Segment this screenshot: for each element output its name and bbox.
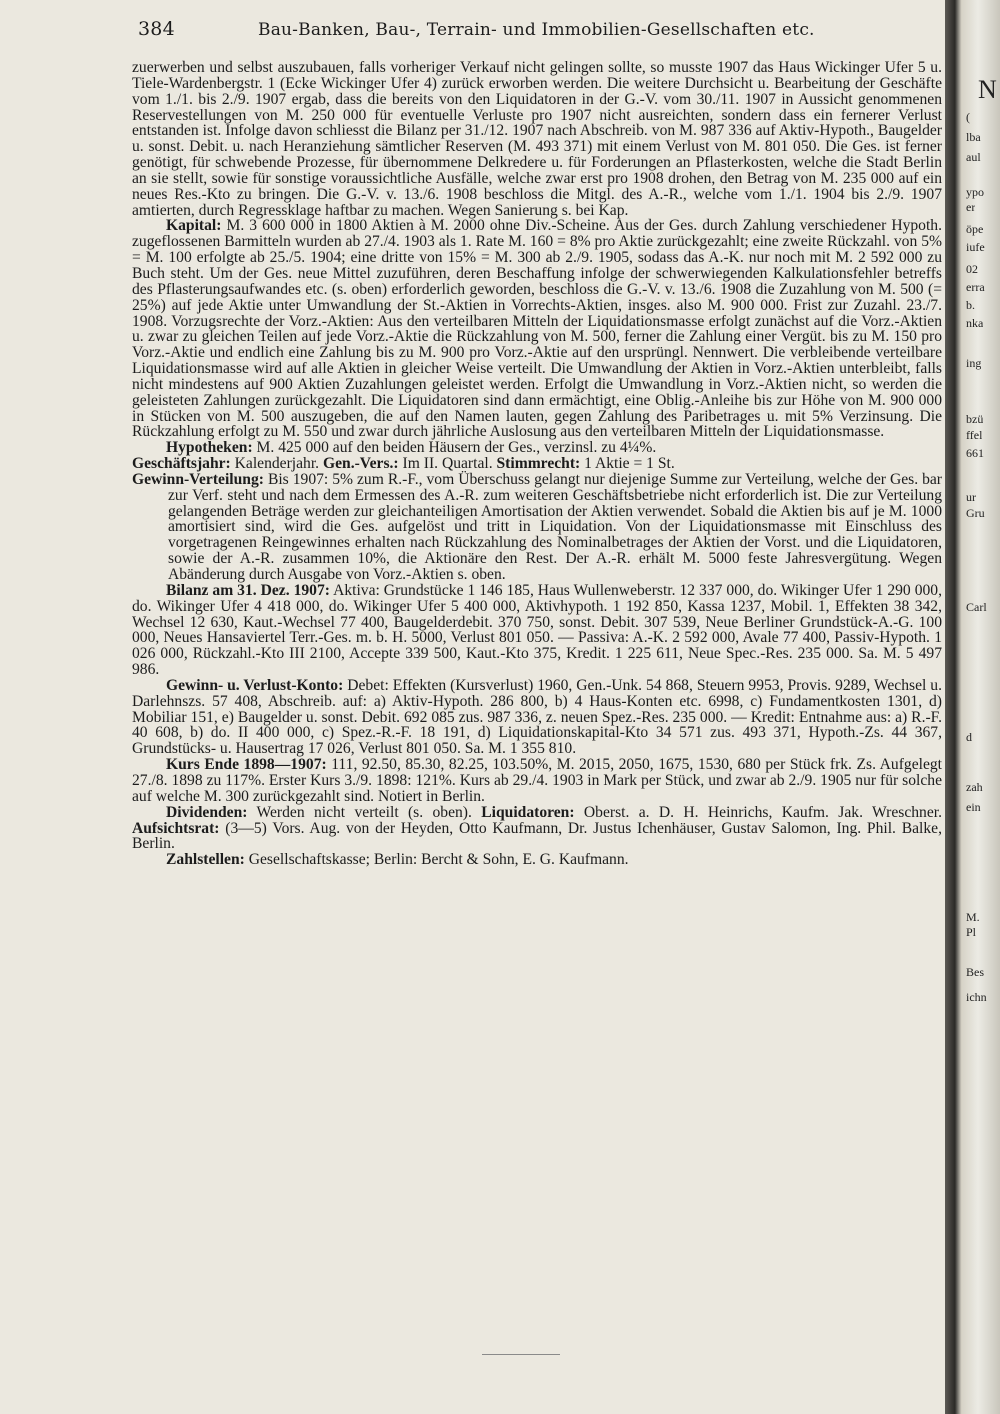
section-label: Dividenden:	[166, 803, 248, 821]
section-label: Kapital:	[166, 217, 222, 235]
section-label: Stimmrecht:	[496, 455, 581, 473]
paragraph-dividenden: Dividenden: Werden nicht verteilt (s. oben). Liquidatoren: Oberst. a. D. H. Heinrichs, Kaufm. Jak. Wreschner. Aufsichtsrat: (3—5) Vors. Aug. von der Heyden, Otto Kaufmann, Dr. Justus Ichenhäuser, Gustav Salomon, Ing. Phil. Balke, Berlin.	[132, 803, 942, 853]
page-header	[138, 14, 938, 42]
facing-page-fragment: aul	[966, 150, 981, 164]
facing-page-fragment: ur	[966, 490, 976, 504]
section-label: Hypotheken:	[166, 439, 253, 457]
facing-page-fragment: 661	[966, 446, 984, 460]
section-label: Geschäftsjahr:	[132, 455, 231, 473]
facing-page-fragment: ffel	[966, 428, 983, 442]
facing-page-fragment: ichn	[966, 990, 987, 1004]
facing-page-fragment: öpe	[966, 222, 984, 236]
page-number: 384	[138, 18, 175, 40]
facing-page-fragment: d	[966, 730, 972, 744]
facing-page-fragment: Pl	[966, 925, 977, 939]
facing-page-fragment: lba	[966, 130, 981, 144]
facing-page-fragment: zah	[966, 780, 983, 794]
facing-page-fragment: Gru	[966, 506, 985, 520]
paragraph-gewinn-verlust: Gewinn- u. Verlust-Konto: Debet: Effekten (Kursverlust) 1960, Gen.-Unk. 54 868, Steuern 9953, Provis. 9289, Wechsel u. Darlehnszs. 57 408, Abschreib. auf: a) Aktiv-Hypoth. 286 800, b) 4 Haus-Konten etc. 6998, c) Fundamentkosten 1301, d) Mobiliar 151, e) Baugelder u. sonst. Debit. 692 085 zus. 987 336, z. neuen Spez.-Res. 235 000. — Kredit: Entnahme aus: a) R.-F. 40 608, b) do. II 400 000, c) Spez.-R.-F. 18 191, d) Liquidationskapital-Kto 34 571 zus. 493 371, Hypoth.-Zs. 44 367, Grundstücks- u. Hausertrag 17 026, Verlust 801 050. Sa. M. 1 355 810.	[132, 676, 942, 758]
section-label: Gewinn-Verteilung:	[132, 470, 264, 488]
running-title: Bau-Banken, Bau-, Terrain- und Immobilien-Gesellschaften etc.	[258, 20, 815, 40]
section-label: Aufsichtsrat:	[132, 819, 220, 837]
section-label: Zahlstellen:	[166, 851, 245, 869]
facing-page-fragment: Bes	[966, 965, 984, 979]
facing-page-fragment: ein	[966, 800, 981, 814]
facing-page-fragment: b.	[966, 298, 975, 312]
facing-page-fragment: ing	[966, 356, 982, 370]
facing-page-fragment: M.	[966, 910, 980, 924]
document-body	[132, 60, 942, 868]
facing-page-fragment: (	[966, 110, 970, 124]
section-label: Gewinn- u. Verlust-Konto:	[166, 676, 344, 694]
paragraph-intro: zuerwerben und selbst auszubauen, falls vorheriger Verkauf nicht gelingen sollte, so musste 1907 das Haus Wickinger Ufer 5 u. Tiele-Wardenbergstr. 1 (Ecke Wickinger Ufer 4) zurück erworben werden. Die weitere Durchsicht u. Bearbeitung der Geschäfte vom 1./1. bis 2./9. 1907 ergab, dass die bereits von den Liquidatoren in der G.-V. vom 30./11. 1907 in Aussicht genommenen Reservestellungen von M. 250 000 für eventuelle Verluste pro 1907 nicht ausreichten, sondern dass ein fernerer Verlust entstanden ist. Infolge davon schliesst die Bilanz per 31./12. 1907 nach Abschreib. von M. 987 336 auf Aktiv-Hypoth., Baugelder u. sonst. Debit. u. nach Heranziehung sämtlicher Reserven (M. 493 371) mit einem Verlust von M. 801 050. Die Ges. ist ferner genötigt, für schwebende Prozesse, für übernommene Delkredere u. für Forderungen an Pflasterkosten, welche die Stadt Berlin an sie stellt, sowie für sonstige voraussichtliche Ausfälle, welche zwar erst pro 1908 drohen, den Betrag von M. 235 000 auf ein neues Res.-Kto zu bringen. Die G.-V. v. 13./6. 1908 beschloss die Mitgl. des A.-R., welche vom 1./1. 1904 bis 2./9. 1907 amtierten, durch Regressklage haftbar zu machen. Wegen Sanierung s. bei Kap.	[132, 59, 942, 219]
section-label: Bilanz am 31. Dez. 1907:	[166, 581, 330, 599]
section-label: Gen.-Vers.:	[322, 455, 399, 473]
section-label: Kurs Ende 1898—1907:	[166, 756, 327, 774]
facing-page-fragment: iufe	[966, 240, 985, 254]
paragraph-kurs: Kurs Ende 1898—1907: 111, 92.50, 85.30, 82.25, 103.50%, M. 2015, 2050, 1675, 1530, 680 per Stück frk. Zs. Aufgelegt 27./8. 1898 zu 117%. Erster Kurs 3./9. 1898: 121%. Kurs ab 29./4. 1903 in Mark per Stück, und zwar ab 2./9. 1905 nur für solche auf welche M. 300 zurückgezahlt sind. Notiert in Berlin.	[132, 756, 942, 805]
paragraph-bilanz: Bilanz am 31. Dez. 1907: Aktiva: Grundstücke 1 146 185, Haus Wullenweberstr. 12 337 000, do. Wikinger Ufer 1 290 000, do. Wikinger Ufer 4 418 000, do. Wikinger Ufer 5 400 000, Aktivhypoth. 1 192 850, Kassa 1237, Mobil. 1, Effekten 38 342, Wechsel 12 630, Kaut.-Wechsel 77 400, Baugelderdebit. 370 750, sonst. Debit. 307 539, Neue Berliner Grundstück-A.-G. 100 000, Neues Hansaviertel Terr.-Ges. m. b. H. 5000, Verlust 801 050. — Passiva: A.-K. 2 592 000, Avale 77 400, Passiv-Hypoth. 1 026 000, Rückzahl.-Kto III 2100, Accepte 339 500, Kaut.-Kto 375, Kredit. 1 225 611, Neue Spec.-Res. 235 000. Sa. M. 5 497 986.	[132, 581, 942, 679]
facing-page-fragment: bzü	[966, 412, 984, 426]
paragraph-kapital: Kapital: M. 3 600 000 in 1800 Aktien à M. 2000 ohne Div.-Scheine. Aus der Ges. durch Zahlung verschiedener Hypoth. zugeflossenen Barmitteln wurden ab 27./4. 1903 als 1. Rate M. 160 = 8% pro Aktie zurückgezahlt; eine zweite Rückzahl. von 5% = M. 100 erfolgte ab 25./5. 1904; eine dritte von 15% = M. 300 ab 2./9. 1905, sodass das A.-K. nur noch mit M. 2 592 000 zu Buch steht. Um der Ges. neue Mittel zuzuführen, deren Beschaffung infolge der schwerwiegenden Kalkulationsfehler betreffs des Pflasterungsaufwandes etc. (s. oben) erforderlich geworden, beschloss die G.-V. v. 13./6. 1908 die Zuzahlung von M. 500 (= 25%) auf jede Aktie unter Umwandlung der St.-Aktien in Vorrechts-Aktien, insges. also M. 900 000. Frist zur Zuzahl. 23./7. 1908. Vorzugsrechte der Vorz.-Aktien: Aus den verteilbaren Mitteln der Liquidationsmasse erfolgt zunächst auf die Vorz.-Aktien u. zwar zu gleichen Teilen auf jede Vorz.-Aktie die Rückzahlung von M. 500, ferner die Zahlung einer Vergüt. bis zu M. 150 pro Vorz.-Aktie und endlich eine Zahlung bis zu M. 900 pro Vorz.-Aktie auf den ursprüngl. Nennwert. Die verbleibende verteilbare Liquidationsmasse wird auf alle Aktien in gleicher Weise verteilt. Die Umwandlung der Aktien in Vorz.-Aktien unterbleibt, falls nicht mindestens auf 900 Aktien Zuzahlungen geleistet werden. Erfolgt die Umwandlung in Vorz.-Aktien nicht, so werden die geleisteten Zahlungen zurückgezahlt. Die Liquidatoren sind dann ermächtigt, eine Oblig.-Anleihe bis zur Höhe von M. 900 000 in Stücken von M. 500 auszugeben, die auf den Namen lauten, gegen Zahlung des Paribetrages u. mit 5% Verzinsung. Die Rückzahlung erfolgt zu M. 550 und zwar durch jährliche Auslosung aus den verteilbaren Mitteln der Liquidationsmasse.	[132, 217, 942, 441]
facing-page-fragment: erra	[966, 280, 985, 294]
facing-page-fragment: ypo	[966, 185, 984, 199]
paragraph-geschaeftsjahr: Geschäftsjahr: Kalenderjahr. Gen.-Vers.: Im II. Quartal. Stimmrecht: 1 Aktie = 1 St.	[132, 455, 675, 473]
paragraph-zahlstellen: Zahlstellen: Gesellschaftskasse; Berlin: Bercht & Sohn, E. G. Kaufmann.	[166, 851, 629, 869]
end-rule	[482, 1354, 560, 1355]
paragraph-gewinn-verteilung: Gewinn-Verteilung: Bis 1907: 5% zum R.-F., vom Überschuss gelangt nur diejenige Summe zur Verteilung, welche der Ges. bar zur Verf. steht und nach dem Ermessen des A.-R. zum weiteren Geschäftsbetriebe nicht erforderlich ist. Die zur Verteilung gelangenden Beträge werden zur gleichanteiligen Amortisation der Aktien verwendet. Sobald die Aktien bis auf je M. 1000 amortisiert sind, wird die Ges. aufgelöst und tritt in Liquidation. Von der Liquidationsmasse mit Einschluss des vorgetragenen Reingewinnes erhalten nach Rückzahlung des Nominalbetrages der Aktien der Vorst. und die Liquidatoren, sowie der A.-R. zusammen 10%, die Aktionäre den Rest. Der A.-R. erhält M. 5000 feste Jahresvergütung. Wegen Abänderung durch Ausgabe von Vorz.-Aktien s. oben.	[132, 470, 942, 583]
facing-page-fragment: er	[966, 200, 976, 214]
section-label: Liquidatoren:	[481, 803, 575, 821]
facing-page-fragment: N	[978, 75, 997, 104]
facing-page-fragment: Carl	[966, 600, 987, 614]
paragraph-hypotheken: Hypotheken: M. 425 000 auf den beiden Häusern der Ges., verzinsl. zu 4¼%.	[166, 439, 657, 457]
facing-page-fragment: 02	[966, 262, 978, 276]
facing-page-fragment: nka	[966, 316, 984, 330]
